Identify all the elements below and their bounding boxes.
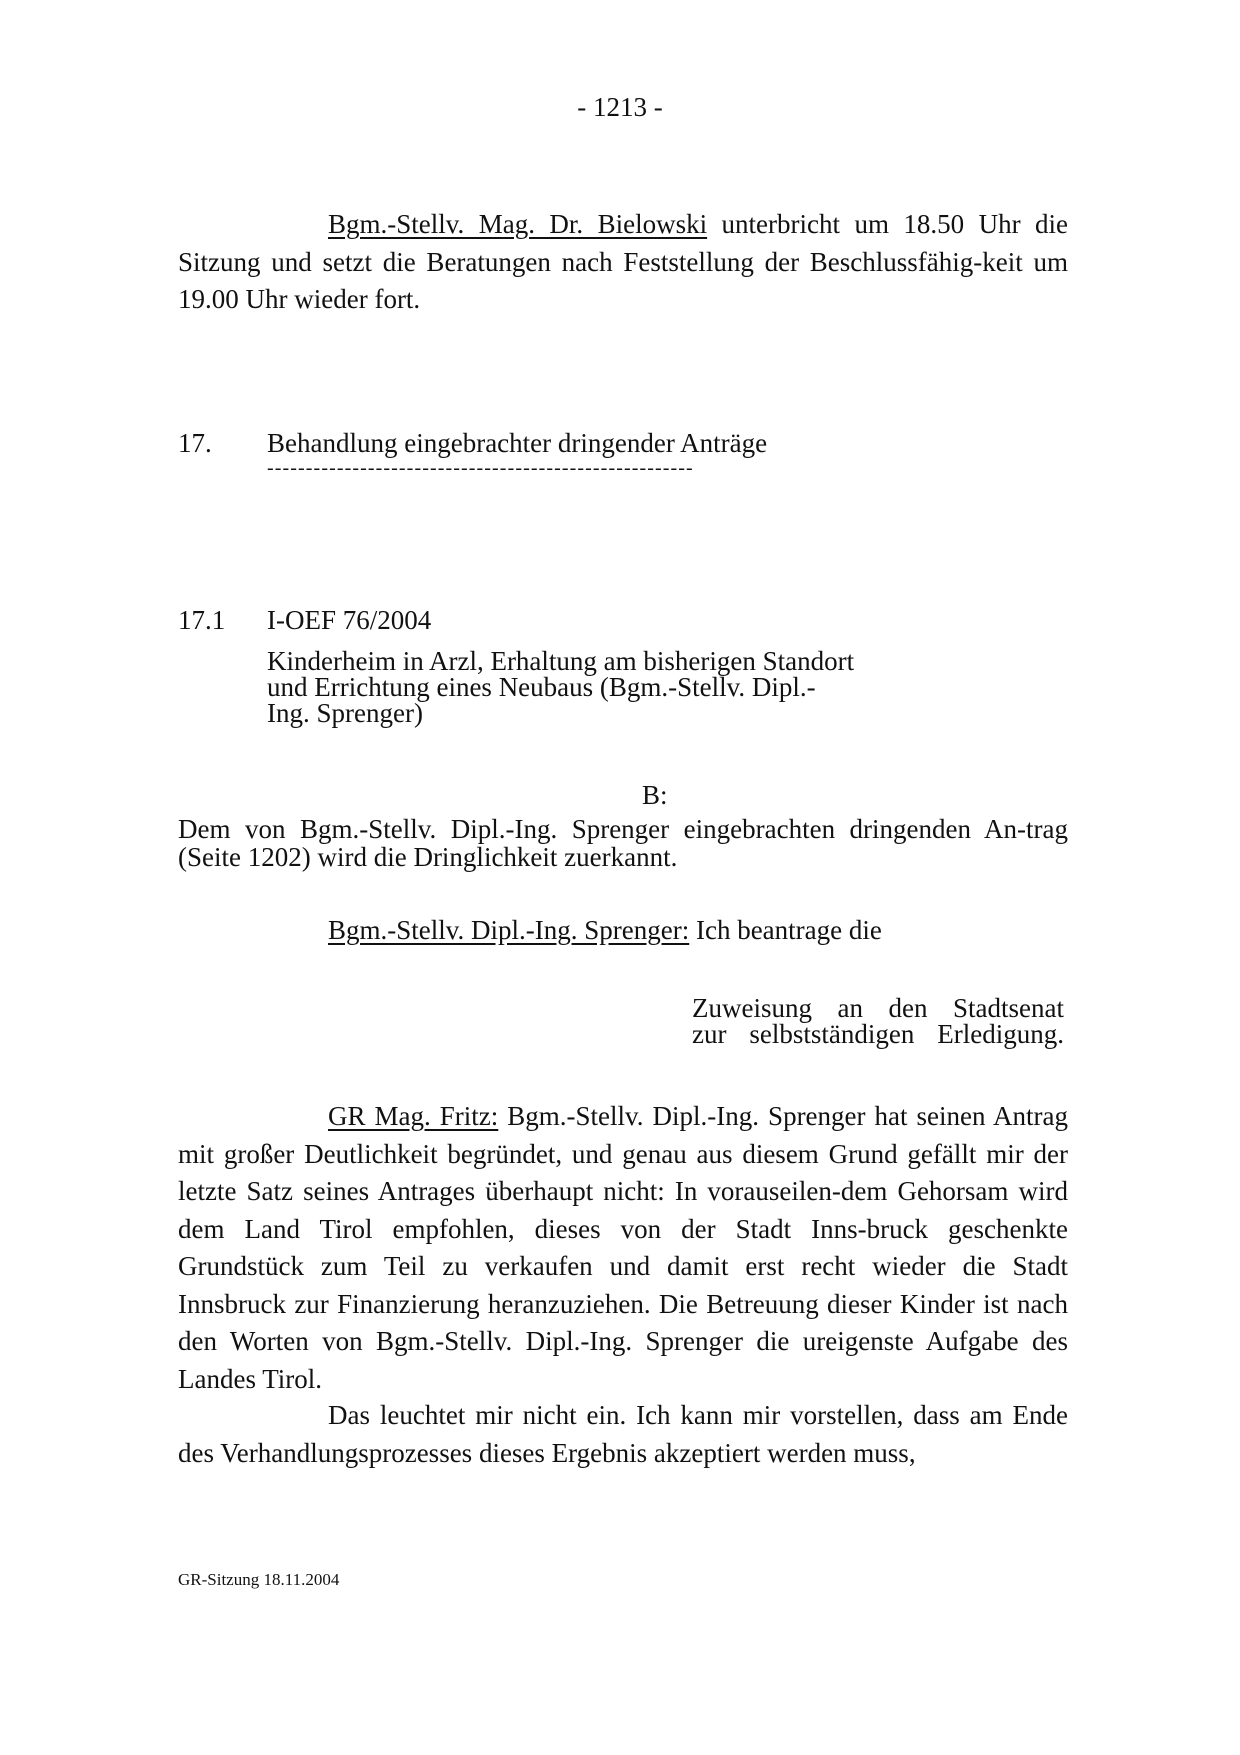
page-number: - 1213 - [577,92,663,122]
section-title: Behandlung eingebrachter dringender Anträge [267,428,768,458]
speaker-bielowski: Bgm.-Stellv. Mag. Dr. Bielowski [328,209,708,239]
intro-text: unterbricht um 18.50 Uhr die Sitzung und setzt die Beratungen nach Feststellung der Beschlussfähig-keit um 19.00 Uhr wieder fort. [178,209,1069,314]
motion-block [692,995,1064,1047]
fritz-text: Bgm.-Stellv. Dipl.-Ing. Sprenger hat seinen Antrag mit großer Deutlichkeit begründet, und genau aus diesem Grund gefällt mir der letzte Satz seines Antrages überhaupt nicht: In vorauseilen-dem Gehorsam wird dem Land Tirol empfohlen, dieses von der Stadt Inns-bruck geschenkte Grundstück zum Teil zu verkaufen und damit erst recht wieder die Stadt Innsbruck zur Finanzierung heranzuziehen. Die Betreuung dieser Kinder ist nach den Worten von Bgm.-Stellv. Dipl.-Ing. Sprenger die ureigenste Aufgabe des Landes Tirol. [178,1101,1069,1394]
sprenger-paragraph [178,912,1068,950]
speaker-fritz: GR Mag. Fritz: [328,1101,499,1131]
section-rule: ------------------------------------------------------- [267,457,694,479]
fritz-paragraph [178,1098,1068,1398]
section-number: 17. [178,428,212,458]
item-title-line: Ing. Sprenger) [267,698,423,728]
item-title-line: Kinderheim in Arzl, Erhaltung am bisherigen Standort [267,646,855,676]
item-title-line: und Errichtung eines Neubaus (Bgm.-Stellv. Dipl.- [267,672,816,702]
item-title [267,648,854,726]
footer: GR-Sitzung 18.11.2004 [178,1570,340,1589]
resolution-text: Dem von Bgm.-Stellv. Dipl.-Ing. Sprenger eingebrachten dringenden An-trag (Seite 1202) wird die Dringlichkeit zuerkannt. [178,814,1068,872]
item-number: 17.1 [178,605,226,635]
motion-line: zur selbstständigen Erledigung. [692,1019,1064,1049]
motion-line: Zuweisung an den Stadtsenat [692,993,1064,1023]
fritz-paragraph-2: Das leuchtet mir nicht ein. Ich kann mir vorstellen, dass am Ende des Verhandlungsprozesses dieses Ergebnis akzeptiert werden muss, [178,1400,1068,1468]
speaker-sprenger: Bgm.-Stellv. Dipl.-Ing. Sprenger: [328,915,690,945]
intro-paragraph [178,206,1068,319]
resolution-label: B: [642,780,668,810]
sprenger-text: Ich beantrage die [689,915,882,945]
item-code: I-OEF 76/2004 [267,605,432,635]
